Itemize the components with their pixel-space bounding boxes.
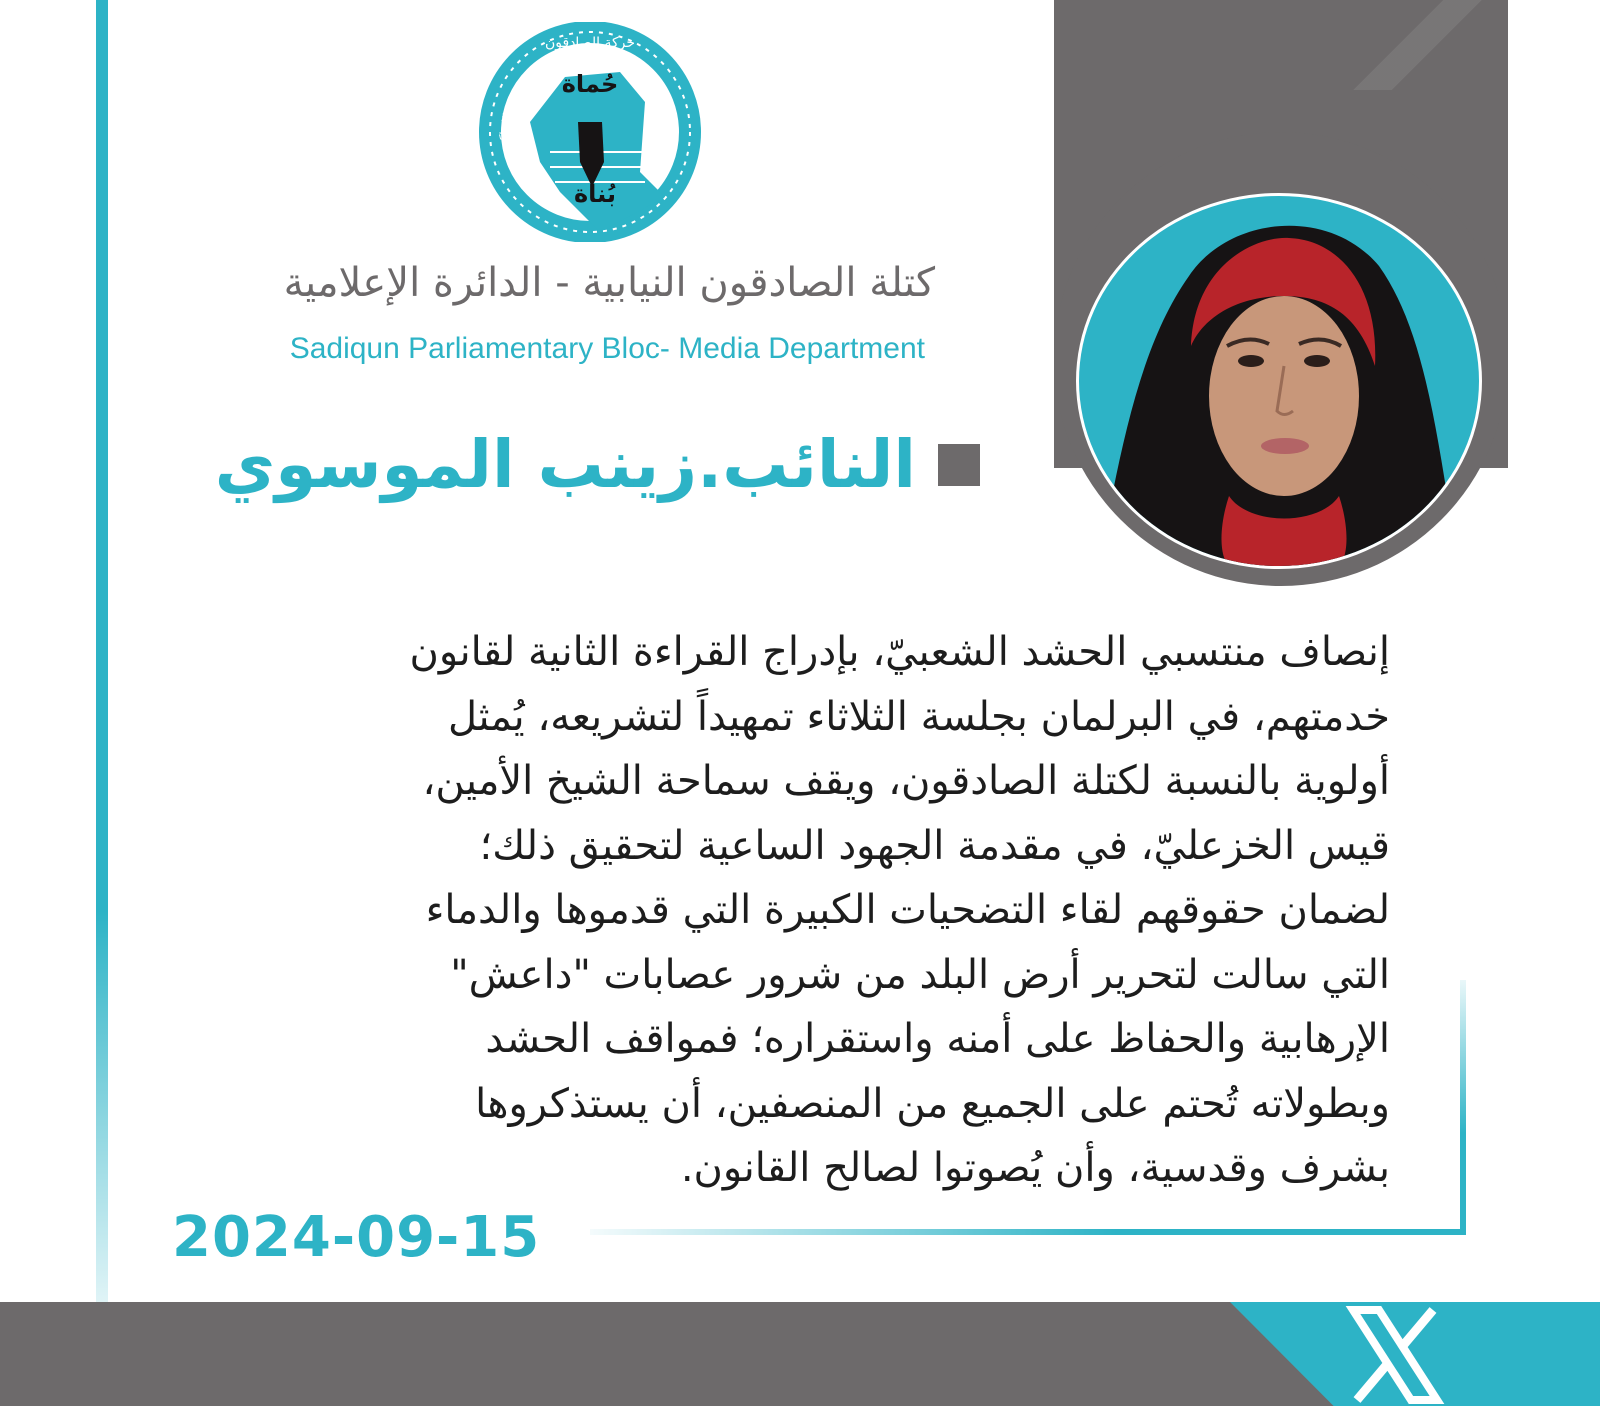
statement-line: بشرف وقدسية، وأن يُصوتوا لصالح القانون.: [680, 1145, 1390, 1191]
statement-date: 2024-09-15: [172, 1205, 541, 1270]
statement-line: إنصاف منتسبي الحشد الشعبيّ، بإدراج القراءة الثانية لقانون: [409, 629, 1390, 675]
speaker-name-row: [150, 425, 980, 505]
left-accent-bar: [96, 0, 108, 1302]
statement-line: وبطولاته تُحتم على الجميع من المنصفين، أن يستذكروها: [475, 1080, 1390, 1127]
logo-arc-text: حركة الصادقون: [544, 35, 636, 51]
logo-name-bottom: بُناة: [574, 180, 616, 208]
text-frame-right: [1460, 980, 1466, 1235]
bullet-square-icon: [938, 444, 980, 486]
statement-line: قيس الخزعليّ، في مقدمة الجهود الساعية لتحقيق ذلك؛: [479, 822, 1390, 869]
x-logo-icon[interactable]: [1345, 1306, 1445, 1404]
bloc-title-arabic: كتلة الصادقون النيابية - الدائرة الإعلامية: [283, 260, 935, 306]
statement-line: الإرهابية والحفاظ على أمنه واستقراره؛ فمواقف الحشد: [485, 1016, 1390, 1062]
statement-line: خدمتهم، في البرلمان بجلسة الثلاثاء تمهيداً لتشريعه، يُمثل: [448, 693, 1390, 740]
statement-line: لضمان حقوقهم لقاء التضحيات الكبيرة التي قدموها والدماء: [425, 887, 1390, 933]
statement-line: التي سالت لتحرير أرض البلد من شرور عصابات "داعش": [450, 951, 1390, 998]
bloc-logo: [470, 22, 710, 242]
bloc-title-english: Sadiqun Parliamentary Bloc- Media Department: [289, 332, 925, 365]
logo-name-top: حُماة: [561, 70, 619, 98]
statement-text: [200, 620, 1390, 1201]
footer-strip: [0, 1406, 1600, 1420]
speaker-name: النائب.زينب الموسوي: [214, 426, 916, 503]
panel-stripe: [1340, 0, 1508, 90]
portrait-illustration: [1079, 196, 1479, 566]
logo-side-text: الله اكبر: [494, 111, 515, 151]
portrait-photo: [1076, 193, 1482, 569]
statement-line: أولوية بالنسبة لكتلة الصادقون، ويقف سماحة الشيخ الأمين،: [422, 758, 1390, 804]
text-frame-bottom: [590, 1229, 1466, 1235]
